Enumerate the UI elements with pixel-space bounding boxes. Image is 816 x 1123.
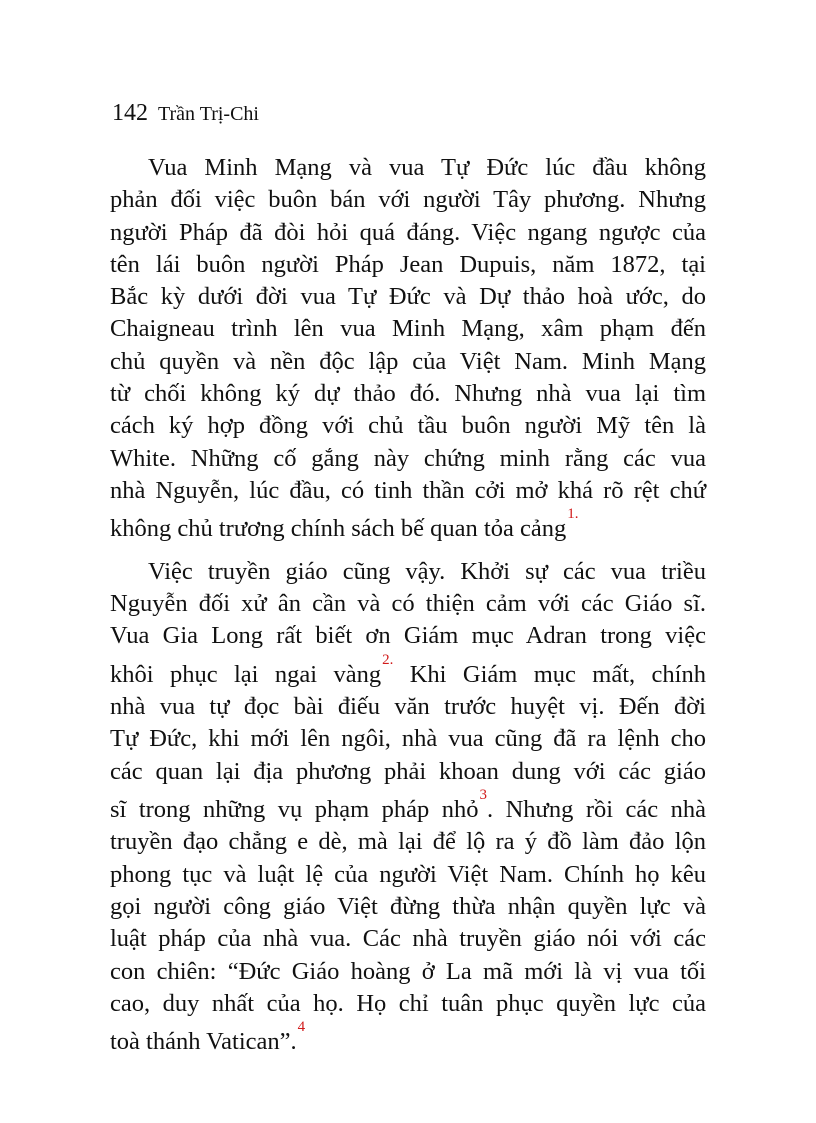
text-line: Vua Minh Mạng và vua Tự Đức lúc đầu không xyxy=(148,154,706,181)
text-line: Bắc kỳ dưới đời vua Tự Đức và Dự thảo hoà ước, do xyxy=(110,283,706,311)
footnote-marker-1[interactable]: 1. xyxy=(567,506,579,523)
footnote-marker-4[interactable]: 4 xyxy=(297,1019,306,1036)
text-line-content: sĩ trong những vụ phạm pháp nhỏ xyxy=(110,796,479,824)
body-text xyxy=(110,152,706,1069)
running-title: Trần Trị-Chi xyxy=(158,103,259,125)
page-header xyxy=(112,100,259,127)
text-line: White. Những cố gắng này chứng minh rằng các vua xyxy=(110,444,706,472)
text-line: gọi người công giáo Việt đừng thừa nhận quyền lực và xyxy=(110,893,706,920)
text-line: con chiên: “Đức Giáo hoàng ở La mã mới là vị vua tối xyxy=(110,957,706,985)
text-line xyxy=(110,507,706,545)
text-line: nhà vua tự đọc bài điếu văn trước huyệt vị. Đến đời xyxy=(110,693,706,721)
text-line-content: toà thánh Vatican”. xyxy=(110,1028,297,1056)
text-line-tail: . Nhưng rồi các nhà xyxy=(487,796,706,824)
text-line xyxy=(110,653,706,691)
text-line xyxy=(110,1020,706,1058)
text-line: Nguyễn đối xử ân cần và có thiện cảm với các Giáo sĩ. xyxy=(110,590,706,618)
page-number: 142 xyxy=(112,100,148,126)
text-line: người Pháp đã đòi hỏi quá đáng. Việc ngang ngược của xyxy=(110,218,706,246)
text-line: phản đối việc buôn bán với người Tây phương. Nhưng xyxy=(110,186,706,214)
footnote-marker-2[interactable]: 2. xyxy=(382,651,394,668)
text-line: Tự Đức, khi mới lên ngôi, nhà vua cũng đã ra lệnh cho xyxy=(110,725,706,753)
paragraph-1 xyxy=(110,152,706,546)
text-line: từ chối không ký dự thảo đó. Nhưng nhà vua lại tìm xyxy=(110,380,706,408)
text-line: phong tục và luật lệ của người Việt Nam. Chính họ kêu xyxy=(110,860,706,888)
text-line-content: khôi phục lại ngai vàng xyxy=(110,660,382,688)
text-line: Vua Gia Long rất biết ơn Giám mục Adran trong việc xyxy=(110,622,706,650)
text-line: tên lái buôn người Pháp Jean Dupuis, năm 1872, tại xyxy=(110,250,706,278)
text-line-tail: Khi Giám mục mất, chính xyxy=(393,660,706,688)
text-line: truyền đạo chẳng e dè, mà lại để lộ ra ý đồ làm đảo lộn xyxy=(110,828,706,856)
text-line xyxy=(110,788,706,826)
text-line: Việc truyền giáo cũng vậy. Khởi sự các vua triều xyxy=(148,557,706,585)
text-line: chủ quyền và nền độc lập của Việt Nam. Minh Mạng xyxy=(110,347,706,375)
text-line: Chaigneau trình lên vua Minh Mạng, xâm phạm đến xyxy=(110,315,706,343)
text-line: luật pháp của nhà vua. Các nhà truyền giáo nói với các xyxy=(110,925,706,953)
paragraph-2 xyxy=(110,556,706,1059)
text-line-content: không chủ trương chính sách bế quan tỏa cảng xyxy=(110,515,567,543)
text-line: các quan lại địa phương phải khoan dung với các giáo xyxy=(110,757,706,785)
text-line: cao, duy nhất của họ. Họ chỉ tuân phục quyền lực của xyxy=(110,989,706,1017)
footnote-marker-3[interactable]: 3 xyxy=(479,786,488,803)
text-line: nhà Nguyễn, lúc đầu, có tinh thần cởi mở khá rõ rệt chứ xyxy=(110,476,706,504)
text-line: cách ký hợp đồng với chủ tầu buôn người Mỹ tên là xyxy=(110,412,706,440)
